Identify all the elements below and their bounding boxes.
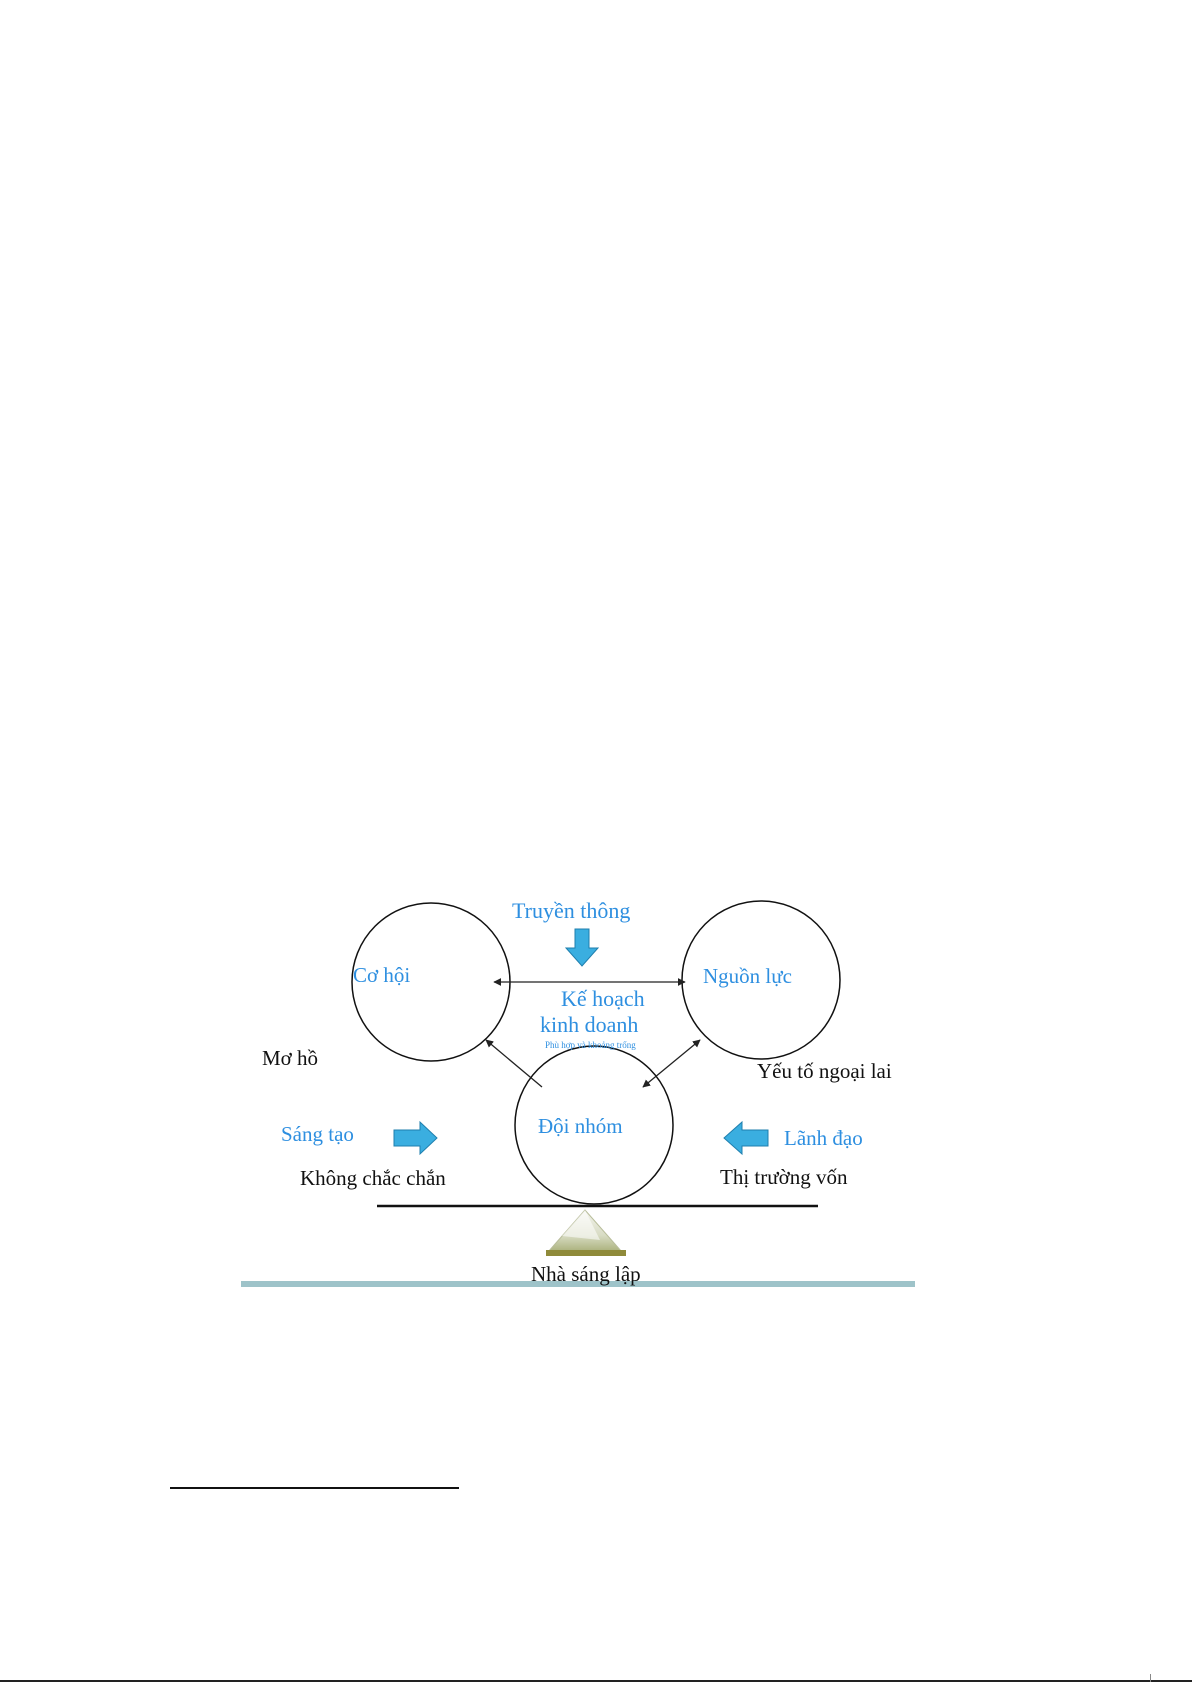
business-plan-note: Phù hợp và khoảng trống <box>545 1040 636 1050</box>
page-edge-mark <box>1150 1674 1151 1682</box>
communication-label: Truyền thông <box>512 898 631 923</box>
founder-label: Nhà sáng lập <box>531 1262 641 1286</box>
opportunity-label: Cơ hội <box>353 963 411 987</box>
capital-market-label: Thị trường vốn <box>720 1165 848 1189</box>
business-plan-line-2: kinh doanh <box>540 1012 639 1037</box>
uncertainty-label: Không chắc chắn <box>300 1166 446 1190</box>
resources-label: Nguồn lực <box>703 964 792 988</box>
exogenous-factors-label: Yếu tố ngoại lai <box>757 1059 892 1083</box>
left-block-arrow-icon <box>724 1122 768 1154</box>
ambiguity-label: Mơ hồ <box>262 1046 319 1070</box>
down-block-arrow-icon <box>566 929 598 966</box>
footnote-separator <box>170 1487 459 1489</box>
team-label: Đội nhóm <box>538 1114 623 1138</box>
page-bottom-rule <box>0 1680 1192 1682</box>
opportunity-team-connector <box>486 1040 542 1087</box>
creativity-label: Sáng tạo <box>281 1122 354 1146</box>
resources-team-connector <box>643 1040 700 1087</box>
business-plan-line-1: Kế hoạch <box>561 986 645 1011</box>
pyramid-fulcrum-icon <box>546 1210 626 1256</box>
right-block-arrow-icon <box>394 1122 437 1154</box>
leadership-label: Lãnh đạo <box>784 1126 863 1150</box>
